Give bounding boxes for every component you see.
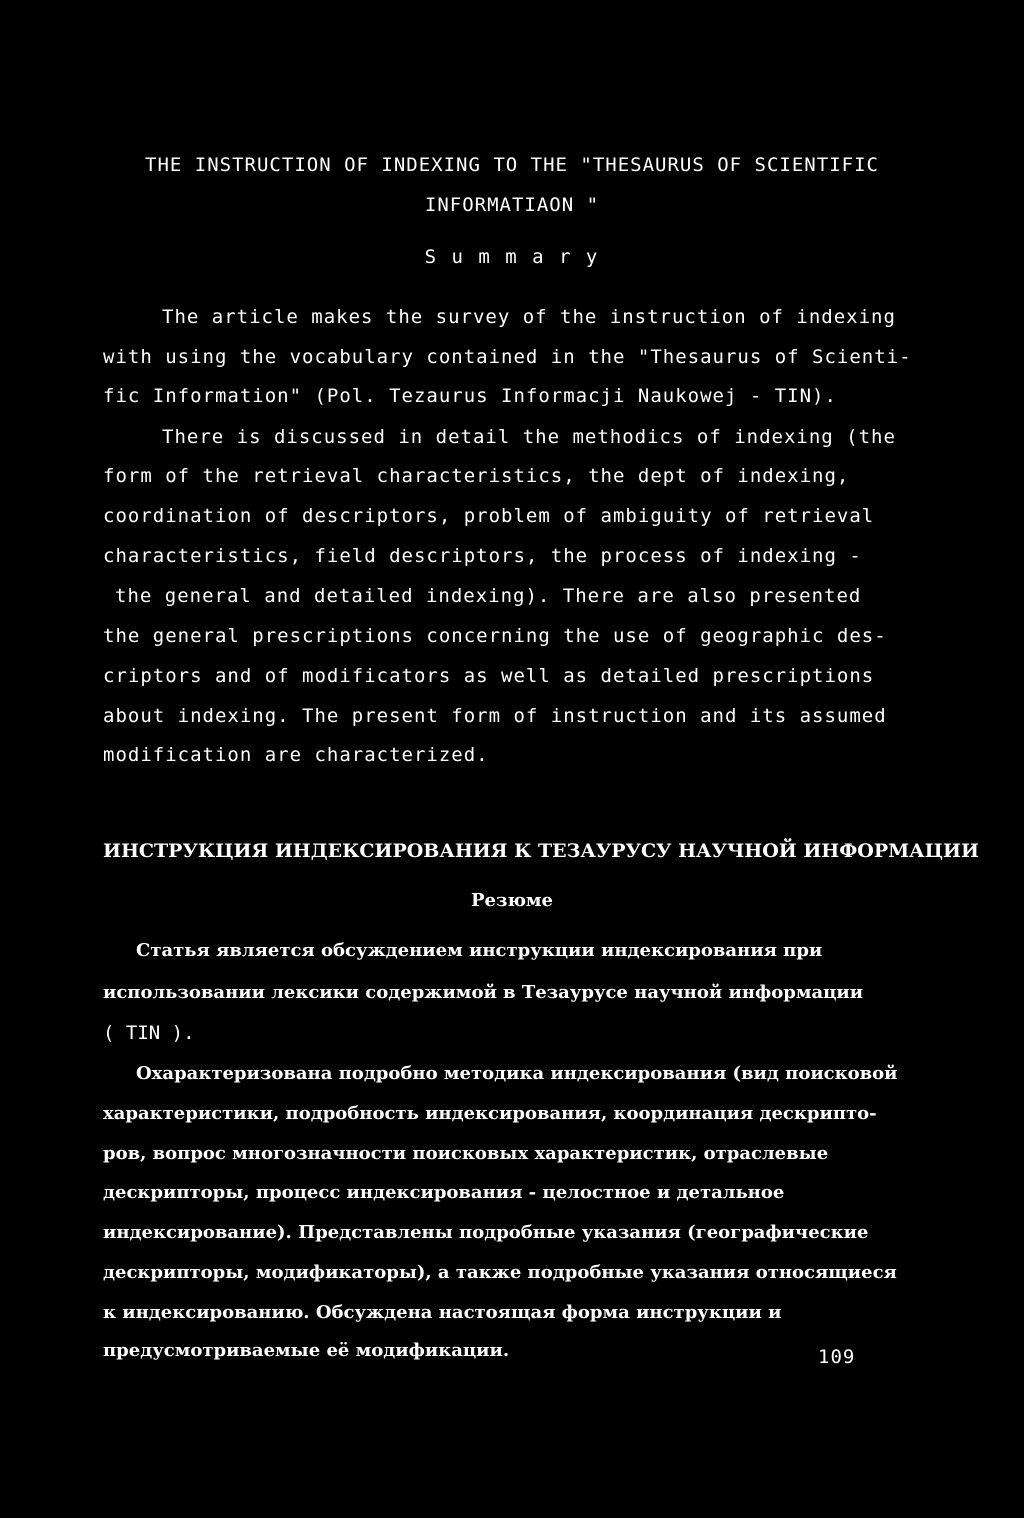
english-paragraph-line: characteristics, field descriptors, the process of indexing - <box>103 545 862 567</box>
russian-title: ИНСТРУКЦИЯ ИНДЕКСИРОВАНИЯ К ТЕЗАУРУСУ НАУЧНОЙ ИНФОРМАЦИИ <box>103 840 979 862</box>
english-title-line-2: INFORMATIAON " <box>424 194 600 216</box>
russian-paragraph-line: ров, вопрос многозначности поисковых характеристик, отраслевые <box>103 1143 829 1164</box>
russian-paragraph-line: предусмотриваемые её модификации. <box>103 1340 510 1361</box>
english-paragraph-line: There is discussed in detail the methodics of indexing (the <box>162 426 896 448</box>
english-paragraph-line: The article makes the survey of the instruction of indexing <box>162 306 896 328</box>
english-paragraph-line: the general and detailed indexing). There are also presented <box>115 585 862 607</box>
russian-paragraph-line: Охарактеризована подробно методика индексирования (вид поисковой <box>136 1063 898 1084</box>
russian-paragraph-line: к индексированию. Обсуждена настоящая форма инструкции и <box>103 1302 782 1323</box>
english-paragraph-line: fic Information" (Pol. Tezaurus Informacji Naukowej - TIN). <box>103 385 837 407</box>
english-summary-heading: S u m m a r y <box>424 246 600 268</box>
russian-paragraph-line: индексирование). Представлены подробные указания (географические <box>103 1222 869 1243</box>
english-paragraph-line: the general prescriptions concerning the use of geographic des- <box>103 625 887 647</box>
english-paragraph-line: form of the retrieval characteristics, the dept of indexing, <box>103 465 850 487</box>
english-paragraph-line: modification are characterized. <box>103 744 489 766</box>
english-paragraph-line: with using the vocabulary contained in the "Thesaurus of Scienti- <box>103 346 912 368</box>
english-paragraph-line: about indexing. The present form of instruction and its assumed <box>103 705 887 727</box>
english-paragraph-line: coordination of descriptors, problem of ambiguity of retrieval <box>103 505 875 527</box>
russian-paragraph-line: Статья является обсуждением инструкции индексирования при <box>136 940 823 961</box>
russian-paragraph-line: ( TIN ). <box>103 1022 195 1044</box>
page-number: 109 <box>818 1346 856 1368</box>
russian-paragraph-line: характеристики, подробность индексирования, координация дескрипто- <box>103 1103 877 1124</box>
russian-paragraph-line: дескрипторы, модификаторы), а также подробные указания относящиеся <box>103 1262 897 1283</box>
english-title-line-1: THE INSTRUCTION OF INDEXING TO THE "THESAURUS OF SCIENTIFIC <box>145 154 879 176</box>
russian-paragraph-line: дескрипторы, процесс индексирования - целостное и детальное <box>103 1182 785 1203</box>
russian-summary-heading: Резюме <box>470 890 554 911</box>
russian-paragraph-line: использовании лексики содержимой в Тезаурусе научной информации <box>103 982 864 1003</box>
english-paragraph-line: criptors and of modificators as well as detailed prescriptions <box>103 665 875 687</box>
